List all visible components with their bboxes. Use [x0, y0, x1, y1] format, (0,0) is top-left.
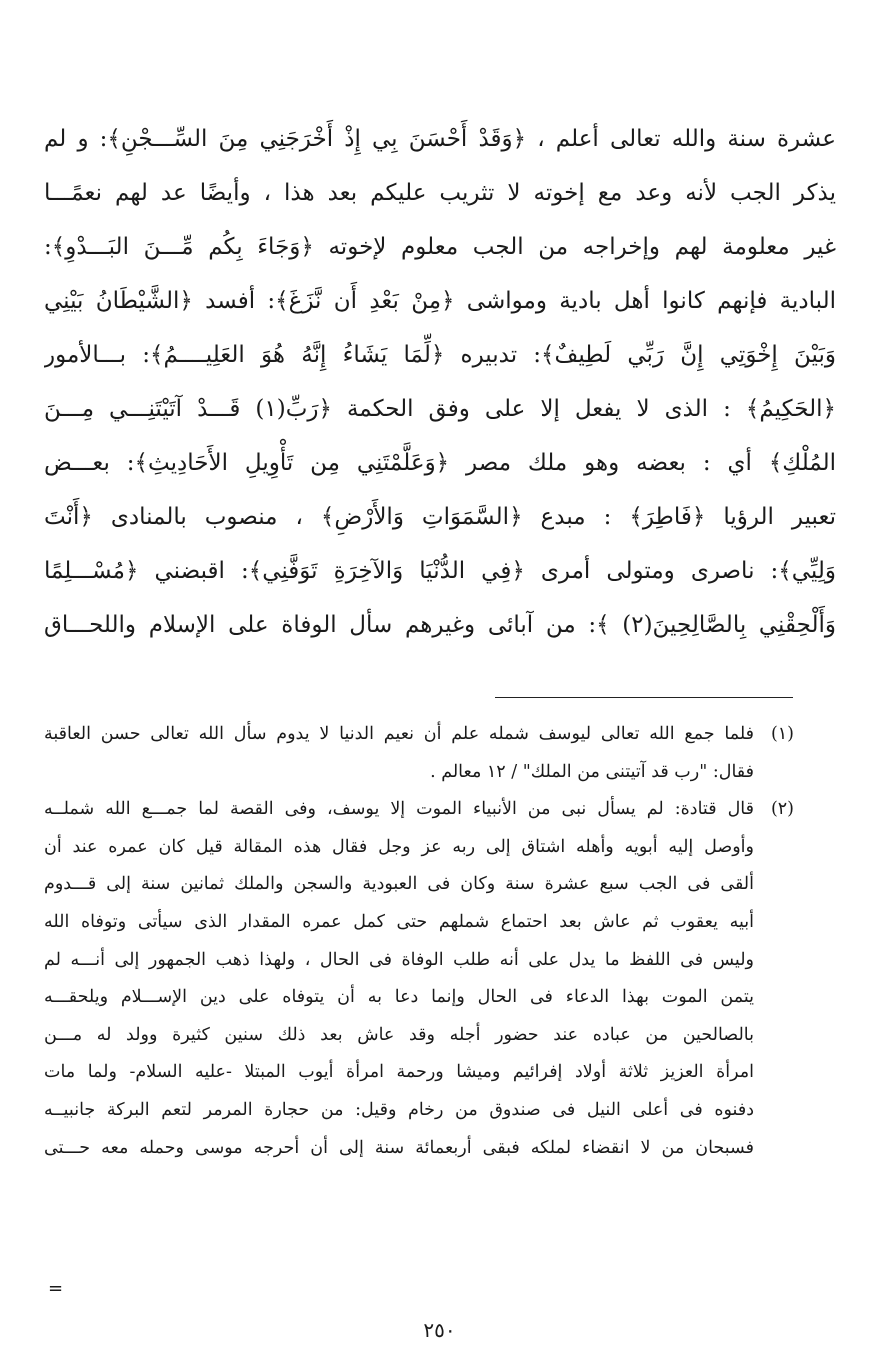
footnote-2-line: وأوصل إليه أبويه وأهله اشتاق إلى ربه عز وجل فقال هذه المقالة قيل كان عمره عند أن — [44, 836, 754, 857]
main-text-line: ﴿الحَكِيمُ﴾ : الذى لا يفعل إلا على وفق الحكمة ﴿رَبِّ(١) قَـــدْ آتَيْتَنِـــي مِـــنَ — [44, 396, 836, 422]
main-text-line: وَأَلْحِقْنِي بِالصَّالِحِينَ(٢) ﴾: من آبائى وغيرهم سأل الوفاة على الإسلام واللحـــاق — [44, 612, 836, 638]
main-text-line: غير معلومة لهم وإخراجه من الجب معلوم لإخوته ﴿وَجَاءَ بِكُم مِّـــنَ البَـــدْوِ﴾: — [44, 234, 836, 260]
main-text-line: المُلْكِ﴾ أي : بعضه وهو ملك مصر ﴿وَعَلَّمْتَنِي مِن تَأْوِيلِ الأَحَادِيثِ﴾: بعـــض — [44, 450, 836, 476]
main-text-line: عشرة سنة والله تعالى أعلم ، ﴿وَقَدْ أَحْسَنَ بِي إِذْ أَخْرَجَنِي مِنَ السِّـــجْنِ﴾: و لم — [44, 126, 836, 152]
footnote-1-line: فقال: "رب قد آتيتنى من الملك" / ١٢ معالم . — [430, 761, 754, 782]
footnote-2-line: امرأة العزيز ثلاثة أولاد إفرائيم وميشا ورحمة امرأة أيوب المبتلا -عليه السلام- ولما مات — [44, 1062, 754, 1083]
footnote-2-line: يتمن الموت بهذا الدعاء فى الحال وإنما دعا به أن يتوفاه على دين الإســـلام ويلحقـــه — [44, 987, 754, 1008]
footnote-number: (٢) — [770, 799, 794, 820]
main-text-line: البادية فإنهم كانوا أهل بادية ومواشى ﴿مِنْ بَعْدِ أَن نَّزَغَ﴾: أفسد ﴿الشَّيْطَانُ بَيْنِي — [44, 288, 836, 314]
footnote-text: فلما جمع الله تعالى ليوسف شمله علم أن نعيم الدنيا لا يدوم سأل الله تعالى حسن العاقبة — [44, 724, 754, 744]
main-text-line: تعبير الرؤيا ﴿فَاطِرَ﴾ : مبدع ﴿السَّمَوَاتِ وَالأَرْضِ﴾ ، منصوب بالمنادى ﴿أَنْتَ — [44, 504, 836, 530]
page-number: ٢٥٠ — [423, 1318, 456, 1342]
main-body-text — [44, 112, 836, 652]
main-text-line: وَلِيِّي﴾: ناصرى ومتولى أمرى ﴿فِي الدُّنْيَا وَالآخِرَةِ تَوَفَّنِي﴾: اقبضني ﴿مُسْـــلِمًا — [44, 558, 836, 584]
footnote-divider — [495, 697, 793, 698]
main-text-line: يذكر الجب لأنه وعد مع إخوته لا تثريب عليكم بعد هذا ، وأيضًا عد لهم نعمًـــا — [44, 180, 836, 206]
footnote-1-line — [44, 716, 794, 754]
footnote-2-line: وليس فى اللفظ ما يدل على أنه طلب الوفاة فى الحال ، ولهذا ذهب الجمهور إلى أنـــه لم — [44, 949, 754, 970]
footnote-2-line: ألقى فى الجب سبع عشرة سنة وكان فى العبودية والسجن والملك ثمانين سنة إلى قـــدوم — [44, 874, 754, 895]
footnote-2-line — [44, 791, 794, 829]
footnote-2-line: فسبحان من لا انقضاء لملكه فبقى أربعمائة سنة إلى أن أحرجه موسى وحمله معه حـــتى — [44, 1137, 754, 1158]
footnote-2-line: أبيه يعقوب ثم عاش بعد احتماع شملهم حتى كمل عمره المقدار الذى سيأتى وتوفاه الله — [44, 911, 754, 932]
footnotes-section — [44, 716, 794, 1167]
footnote-number: (١) — [770, 724, 794, 744]
footnote-text: قال قتادة: لم يسأل نبى من الأنبياء الموت إلا يوسف، وفى القصة لما جمـــع الله شملــه — [44, 799, 754, 820]
main-text-line: وَبَيْنَ إِخْوَتِي إِنَّ رَبِّي لَطِيفٌ﴾: تدبيره ﴿لِّمَا يَشَاءُ إِنَّهُ هُوَ العَلِيــــمُ﴾: بـــالأمور — [44, 342, 836, 368]
continuation-mark: = — [48, 1278, 64, 1299]
footnote-2-line: بالصالحين من عباده عند حضور أجله وقد عاش بعد ذلك سنين كثيرة وولد له مـــن — [44, 1024, 754, 1045]
footnote-2-line: دفنوه فى أعلى النيل فى صندوق من رخام وقيل: من حجارة المرمر لتعم البركة جانبيــه — [44, 1099, 754, 1120]
